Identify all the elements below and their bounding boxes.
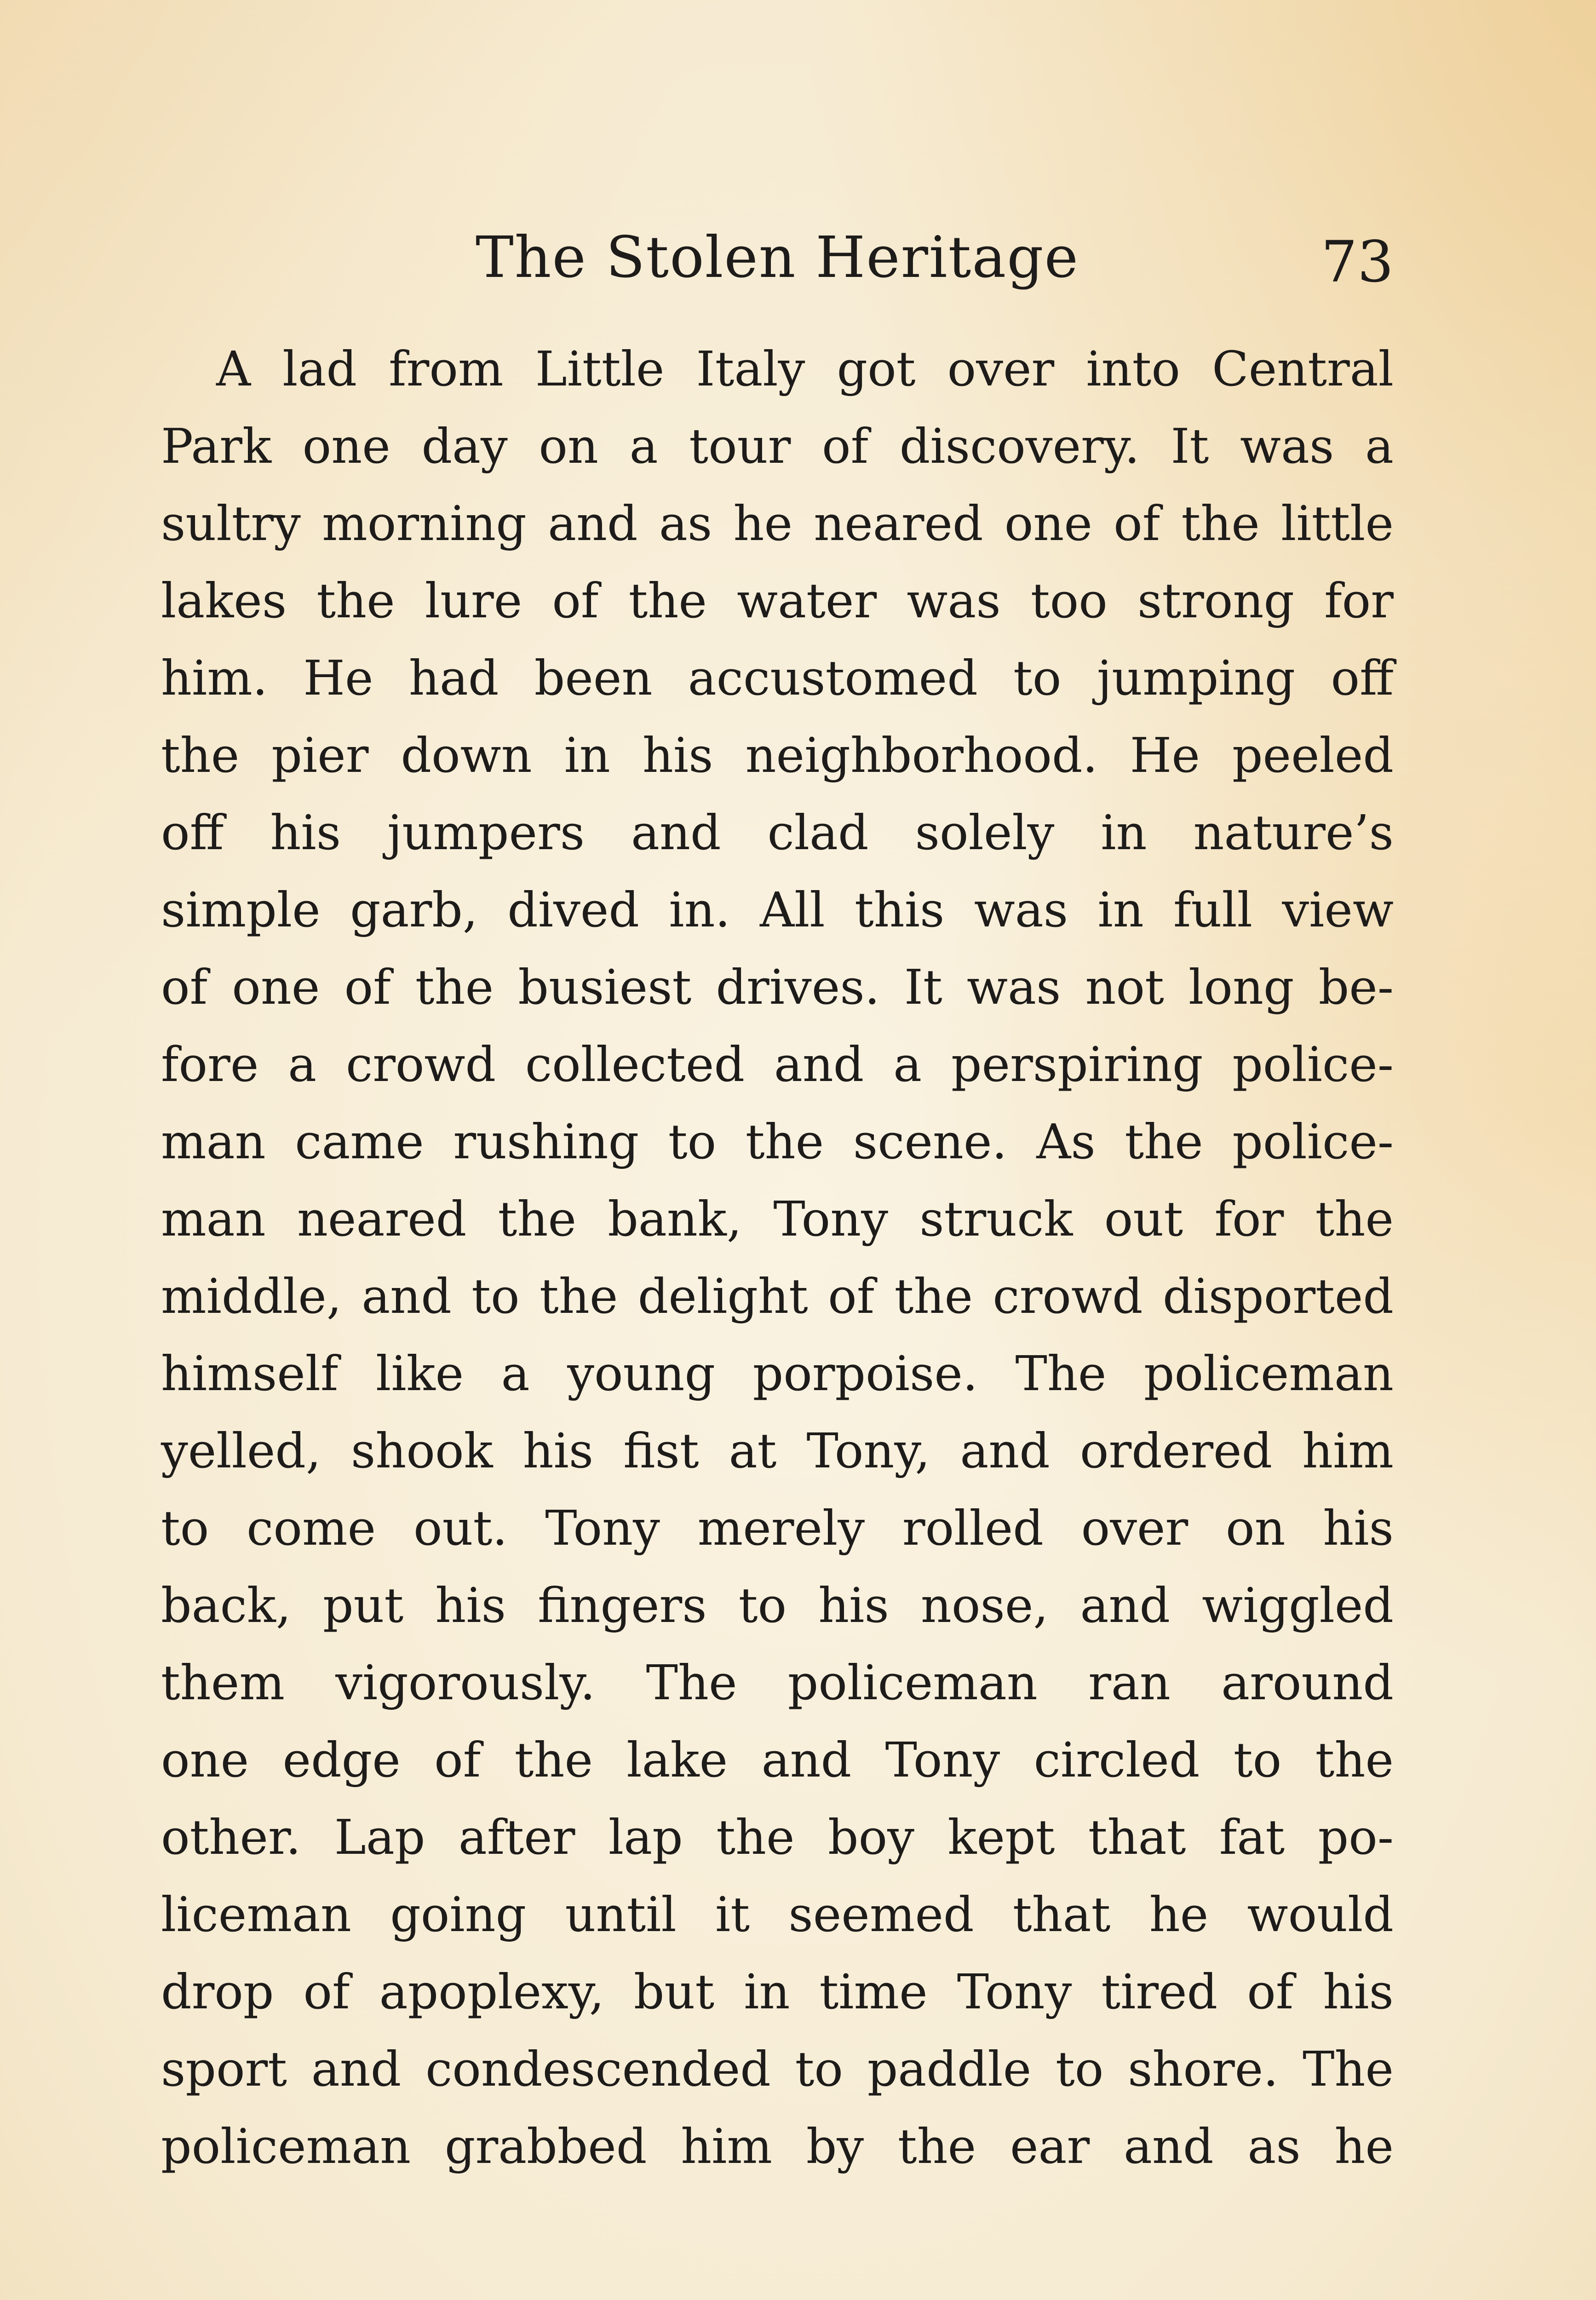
- text-line: policeman grabbed him by the ear and as he: [161, 2118, 1394, 2174]
- text-line: back, put his fingers to his nose, and wiggled: [161, 1577, 1394, 1633]
- text-line: yelled, shook his fist at Tony, and ordered him: [161, 1423, 1394, 1479]
- text-line: man neared the bank, Tony struck out for the: [161, 1191, 1394, 1247]
- text-line: himself like a young porpoise. The policeman: [161, 1346, 1394, 1402]
- text-line: the pier down in his neighborhood. He peeled: [161, 727, 1394, 783]
- text-line: him. He had been accustomed to jumping off: [161, 650, 1394, 706]
- text-line: fore a crowd collected and a perspiring police-: [161, 1036, 1394, 1092]
- text-line: A lad from Little Italy got over into Central: [216, 341, 1394, 397]
- text-line: Park one day on a tour of discovery. It was a: [161, 418, 1394, 474]
- text-line: off his jumpers and clad solely in nature’s: [161, 805, 1394, 861]
- text-line: liceman going until it seemed that he would: [161, 1886, 1394, 1943]
- text-line: one edge of the lake and Tony circled to the: [161, 1732, 1394, 1788]
- body-text: [161, 330, 1394, 2185]
- text-line: other. Lap after lap the boy kept that fat po-: [161, 1809, 1394, 1865]
- text-line: lakes the lure of the water was too strong for: [161, 573, 1394, 629]
- text-line: simple garb, dived in. All this was in full view: [161, 882, 1394, 938]
- text-line: middle, and to the delight of the crowd disported: [161, 1268, 1394, 1324]
- page-number: 73: [1321, 229, 1394, 295]
- text-line: man came rushing to the scene. As the police-: [161, 1114, 1394, 1170]
- text-line: sultry morning and as he neared one of the little: [161, 495, 1394, 552]
- page-header: [161, 216, 1394, 308]
- text-line: them vigorously. The policeman ran around: [161, 1655, 1394, 1711]
- text-line: to come out. Tony merely rolled over on his: [161, 1500, 1394, 1556]
- text-line: drop of apoplexy, but in time Tony tired of his: [161, 1964, 1394, 2020]
- text-line: of one of the busiest drives. It was not long be-: [161, 959, 1394, 1015]
- running-title: The Stolen Heritage: [475, 224, 1079, 291]
- text-line: sport and condescended to paddle to shore. The: [161, 2041, 1394, 2097]
